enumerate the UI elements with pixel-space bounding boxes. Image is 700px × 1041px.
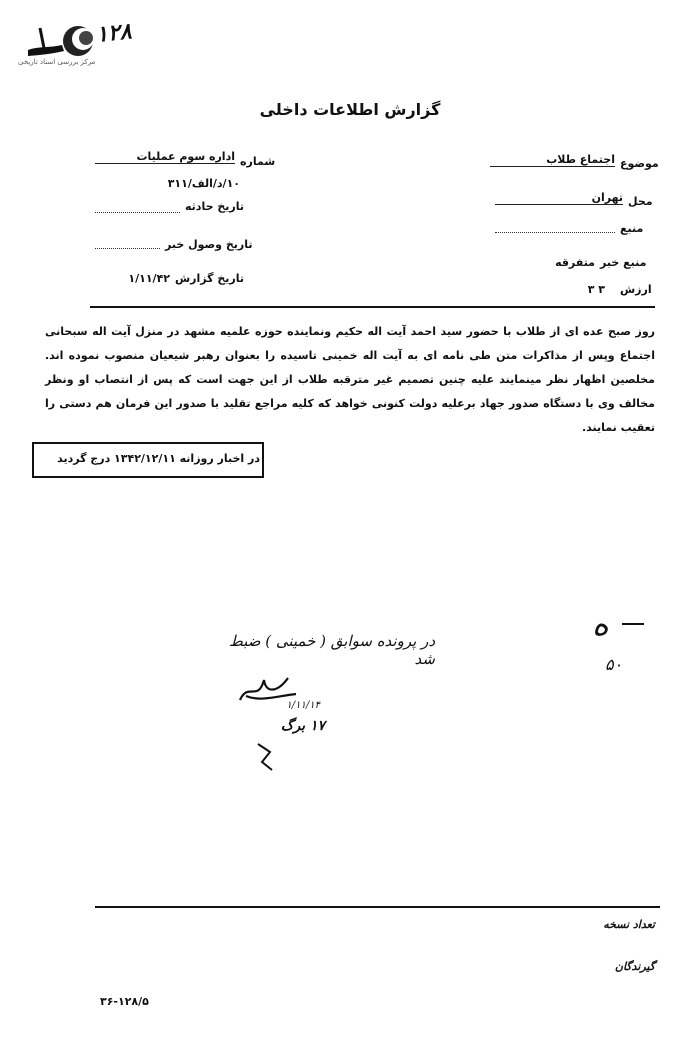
signature-date: ۱/۱۱/۱۴ xyxy=(286,700,320,711)
receipt-date-line xyxy=(95,248,160,249)
document-code: ۳۶-۱۲۸/۵ xyxy=(100,995,149,1008)
place-label: محل xyxy=(628,195,653,208)
place-value: تهران xyxy=(495,191,623,205)
report-number: ۱۰/د/الف/۳۱۱ xyxy=(167,177,240,190)
subject-value: اجتماع طلاب xyxy=(490,153,615,167)
report-body: روز صبح عده ای از طلاب با حضور سید احمد آیت اله حکیم ونماینده حوزه علمیه مشهد در منزل آیت اله سبحانی اجتماع وپس از مذاکرات متن طی نامه ای به آیت اله خمینی تاسیده را بعنوان رهبر شیعیان منصوب نموده اند. مخلصین اظهار نظر مینمایند علیه چنین تصمیم غیر مترقبه طلاب از این جهت است که پس از انتصاب او ونظر مخالف وی با دستگاه صدور جهاد برعلیه دولت کنونی خواهد که کلیه مراجع تقلید با صدور این فرمان هم دستی را تعقیب نمایند. xyxy=(45,325,655,434)
page-number: ۱۲۸ xyxy=(94,18,133,48)
recipients-label: گیرندگان xyxy=(614,960,655,973)
margin-mark-dash xyxy=(622,623,644,625)
source-label: منبع xyxy=(620,222,644,235)
rating-value: ۳ ۳ xyxy=(587,283,605,296)
header-divider xyxy=(90,306,655,308)
margin-number: ۵۰ xyxy=(605,655,623,674)
report-date-label: تاریخ گزارش xyxy=(175,272,245,285)
margin-mark: ه xyxy=(592,605,609,643)
rating-label: ارزش xyxy=(620,283,652,296)
document-title: گزارش اطلاعات داخلی xyxy=(259,100,441,119)
report-date-value: ۱/۱۱/۴۲ xyxy=(128,272,170,285)
footer-divider xyxy=(95,906,660,908)
archive-count: ۱۷ برگ xyxy=(280,718,325,734)
archive-caption: مرکز بررسی اسناد تاریخی xyxy=(18,58,96,66)
source-line xyxy=(495,232,615,233)
check-mark xyxy=(254,740,278,776)
receipt-date-label: تاریخ وصول خبر xyxy=(165,238,253,251)
shomare-label: شماره xyxy=(240,155,276,168)
event-date-label: تاریخ حادثه xyxy=(185,200,244,213)
informant-label: منبع خبر xyxy=(600,256,647,269)
newspaper-stamp-text: در اخبار روزانه ۱۳۴۲/۱۲/۱۱ درج گردید xyxy=(57,452,260,465)
event-date-line xyxy=(95,212,180,213)
copies-label: تعداد نسخه xyxy=(603,918,655,931)
informant-value: متفرقه xyxy=(555,256,595,269)
department-value: اداره سوم عملیات xyxy=(95,150,235,164)
filing-note: در پرونده سوابق ( خمینی ) ضبط شد xyxy=(228,632,435,668)
subject-label: موضوع xyxy=(620,157,659,170)
